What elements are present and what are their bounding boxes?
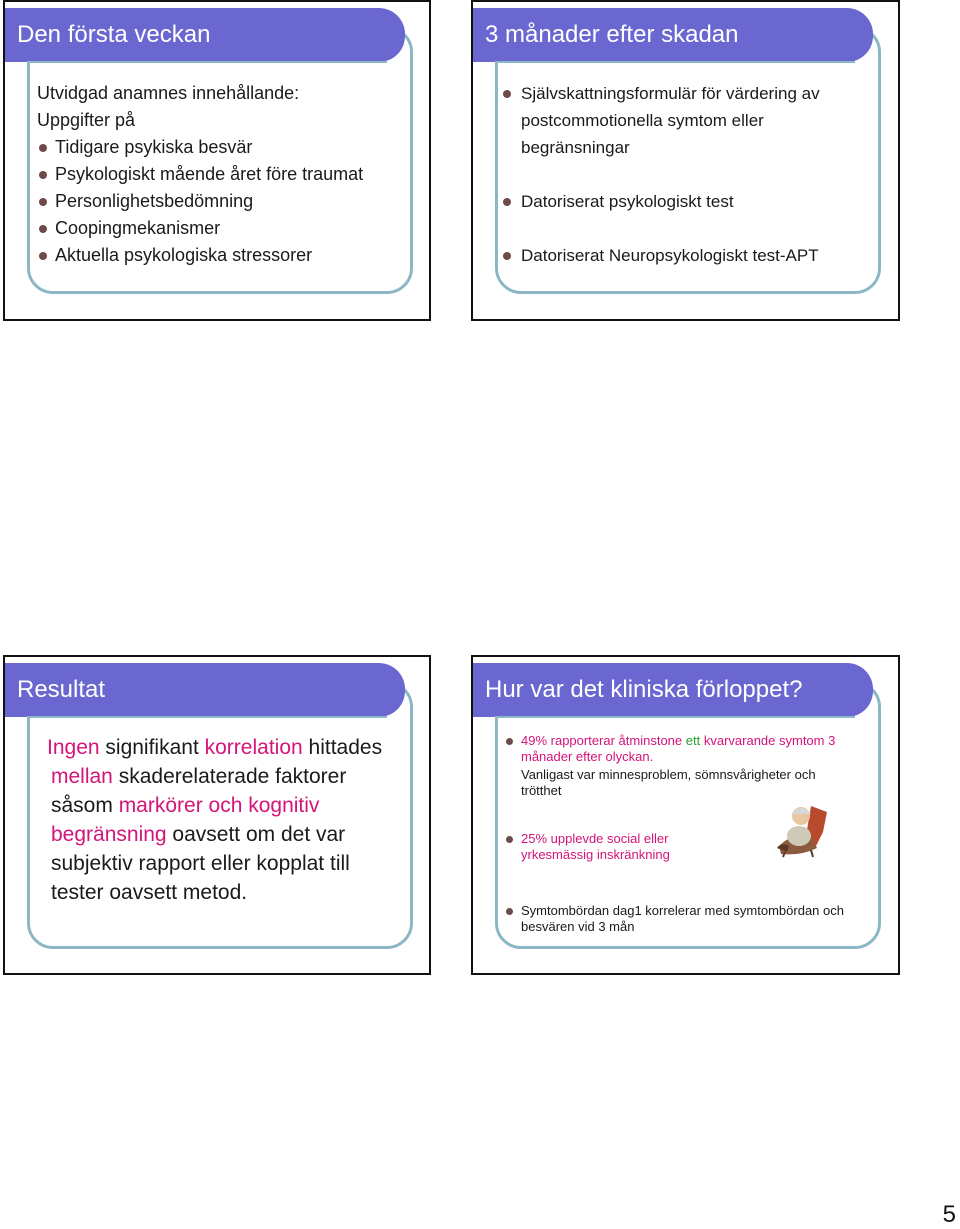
bullet-item: 25% upplevde social eller yrkesmässig inskränkning [505,831,711,863]
bullet-list [37,134,405,269]
sub-text: Vanligast var minnesproblem, sömnsvårigheter och trötthet [521,767,816,798]
highlight-text: Ingen [47,736,100,759]
highlight-text: markörer och kognitiv begränsning [51,794,320,846]
highlight-text: korrelation [204,736,303,759]
slide-3-manader [471,0,900,321]
bullet-item: Symtombördan dag1 korrelerar med symtombördan och besvären vid 3 mån [505,903,878,935]
reclining-figure-illustration [771,802,833,858]
highlight-green-text: ett [685,733,701,748]
bullet-item: Personlighetsbedömning [37,188,405,215]
title-underline [27,716,387,718]
body-text: hittades [302,736,383,759]
title-underline [27,61,387,63]
bullet-item: Aktuella psykologiska stressorer [37,242,405,269]
bullet-item: Datoriserat Neuropsykologiskt test-APT [501,242,874,269]
body-text: oavsett om det var subjektiv rapport eller kopplat till tester oavsett metod. [51,823,350,904]
title-underline [495,716,855,718]
bullet-item [505,733,878,765]
body-text: signifikant [99,736,205,759]
highlight-text: mellan [51,765,113,788]
highlight-text: kvarvarande symtom 3 månader efter olyckan. [521,733,836,764]
bullet-item: Datoriserat psykologiskt test [501,188,874,215]
bullet-item: Tidigare psykiska besvär [37,134,405,161]
slide-body [47,733,407,907]
page-number: 5 [942,1201,956,1228]
slide-title: Den första veckan [5,8,405,62]
slide-title: 3 månader efter skadan [473,8,873,62]
bullet-item: Psykologiskt mående året före traumat [37,161,405,188]
slide-body [501,80,874,269]
bullet-list [501,80,874,269]
body-line: Uppgifter på [37,110,136,130]
slide-body [37,80,405,269]
bullet-item: Självskattningsformulär för värdering av postcommotionella symtom eller begränsningar [501,80,841,161]
slide-den-forsta-veckan [3,0,431,321]
highlight-text: 49% rapporterar åtminstone [521,733,686,748]
body-text: skaderelaterade faktorer såsom [51,765,347,817]
bullet-item: Coopingmekanismer [37,215,405,242]
slide-resultat [3,655,431,975]
body-line: Utvidgad anamnes innehållande: [37,83,300,103]
slide-title: Resultat [5,663,405,717]
slide-title: Hur var det kliniska förloppet? [473,663,873,717]
title-underline [495,61,855,63]
slide-kliniska-forloppet [471,655,900,975]
